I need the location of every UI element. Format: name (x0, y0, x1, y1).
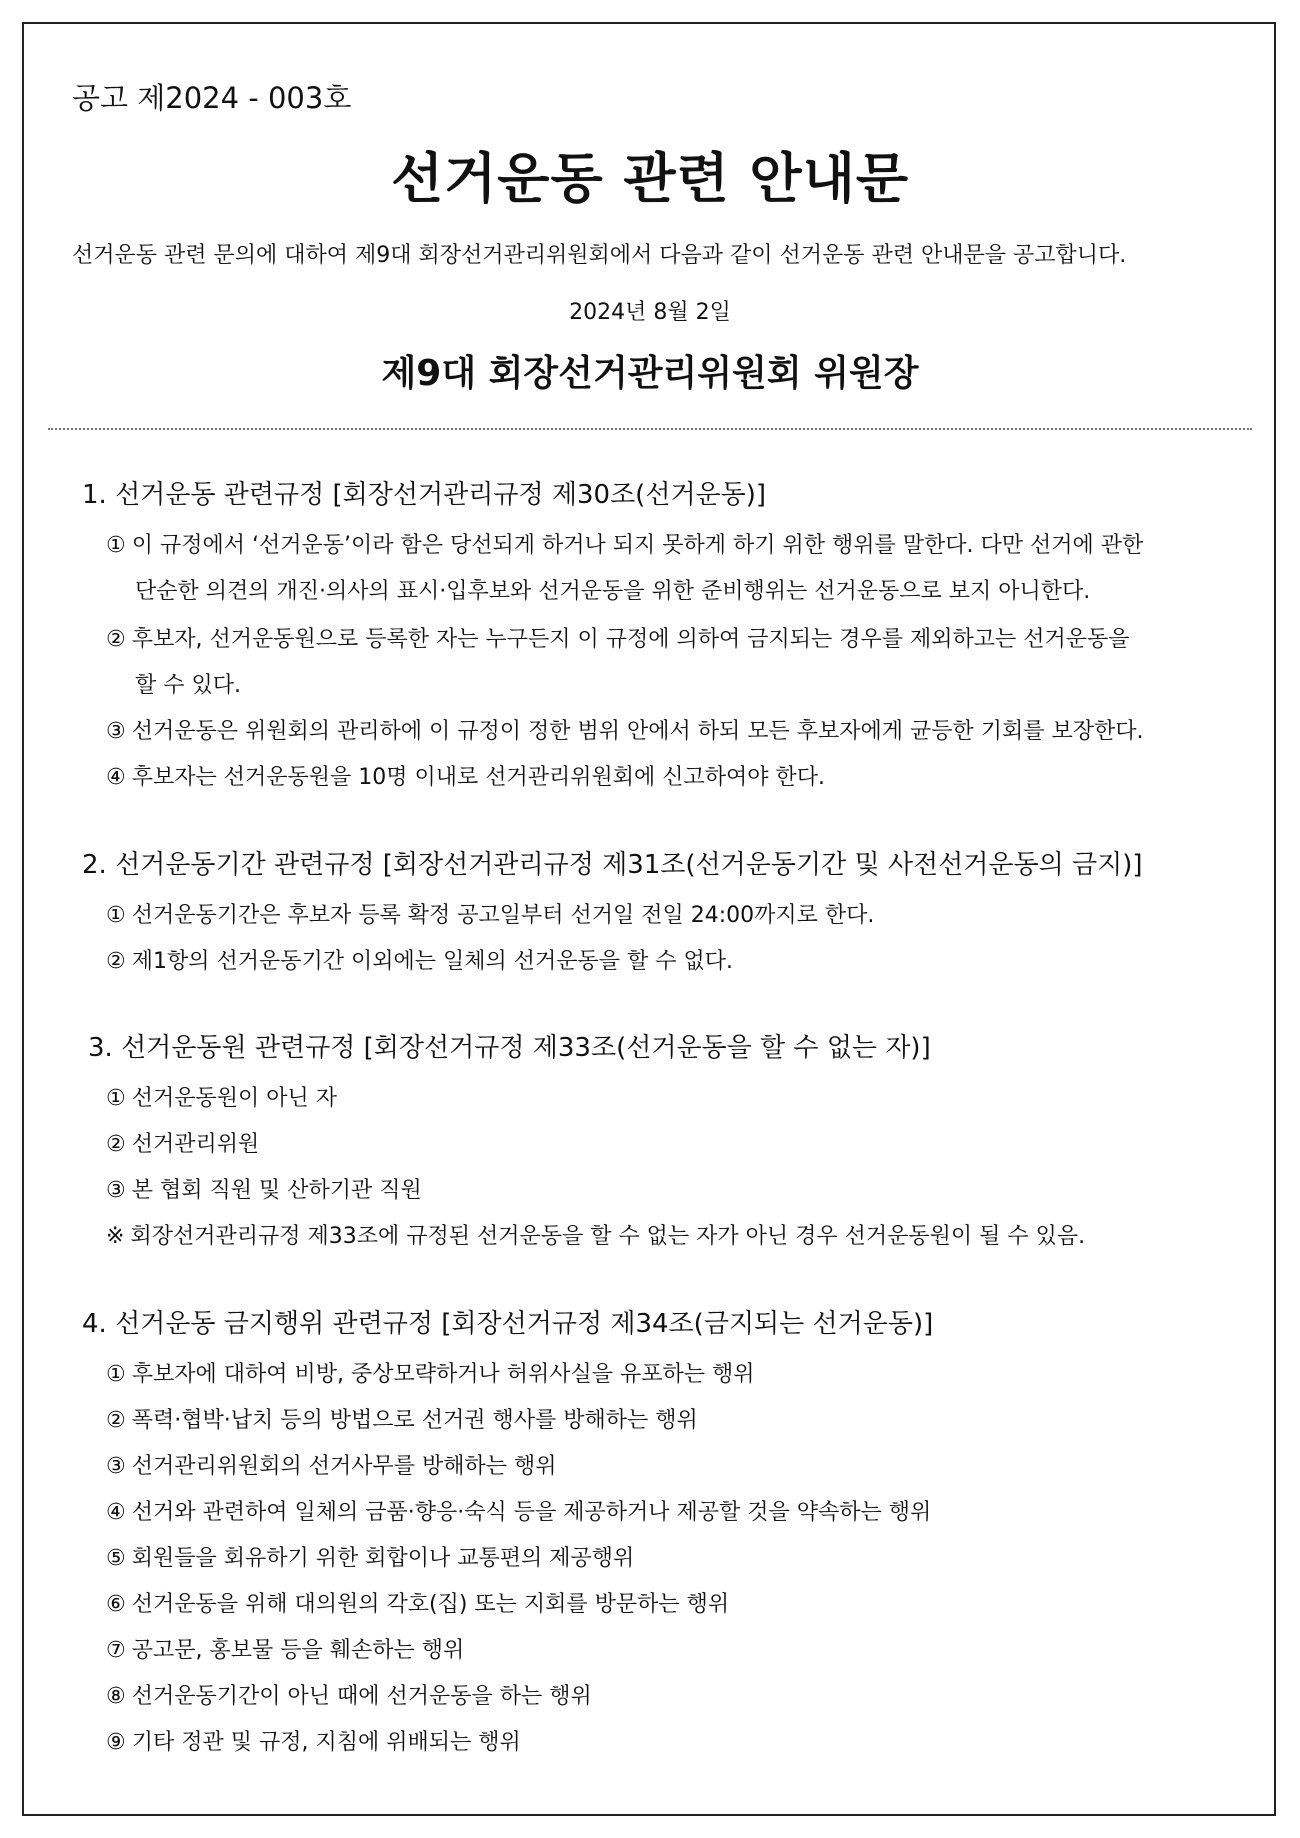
item-text: 선거관리위원 (131, 1132, 260, 1157)
item-marker: ⑥ (106, 1592, 126, 1617)
item-text: 회원들을 회유하기 위한 회합이나 교통편의 제공행위 (131, 1546, 635, 1571)
section-title: 2. 선거운동기간 관련규정 [회장선거관리규정 제31조(선거운동기간 및 사전선거운동의 금지)] (82, 850, 1143, 880)
item-marker: ② (106, 1408, 126, 1433)
item-marker: ② (106, 1132, 126, 1157)
item-marker: ⑤ (106, 1546, 126, 1571)
item-marker: ⑨ (106, 1730, 126, 1755)
item-marker: ⑧ (106, 1684, 126, 1709)
item-text: 선거운동원이 아닌 자 (131, 1086, 337, 1111)
note-item (106, 1219, 1085, 1250)
item-text: 제1항의 선거운동기간 이외에는 일체의 선거운동을 할 수 없다. (131, 949, 733, 974)
item-marker: ① (106, 1086, 126, 1111)
item-text: 후보자는 선거운동원을 10명 이내로 선거관리위원회에 신고하여야 한다. (131, 765, 825, 790)
item-text: 선거와 관련하여 일체의 금품·향응·숙식 등을 제공하거나 제공할 것을 약속하는 행위 (131, 1500, 932, 1525)
section-title: 3. 선거운동원 관련규정 [회장선거규정 제33조(선거운동을 할 수 없는 자)] (88, 1033, 931, 1063)
item-marker: ② (106, 949, 126, 974)
dotted-divider (48, 428, 1252, 430)
item-text: 선거운동은 위원회의 관리하에 이 규정이 정한 범위 안에서 하되 모든 후보자에게 균등한 기회를 보장한다. (131, 719, 1144, 744)
notice-number: 공고 제2024 - 003호 (72, 81, 352, 115)
item-text: 폭력·협박·납치 등의 방법으로 선거권 행사를 방해하는 행위 (131, 1408, 698, 1433)
list-item (106, 1357, 755, 1388)
note-marker: ※ (106, 1224, 125, 1249)
item-marker: ④ (106, 765, 126, 790)
item-text: 회장선거관리규정 제33조에 규정된 선거운동을 할 수 없는 자가 아닌 경우 선거운동원이 될 수 있음. (130, 1224, 1086, 1249)
item-text: 선거관리위원회의 선거사무를 방해하는 행위 (131, 1454, 557, 1479)
list-item (106, 1587, 729, 1618)
item-text: 선거운동기간은 후보자 등록 확정 공고일부터 선거일 전일 24:00까지로 한다. (131, 903, 875, 928)
list-item (106, 622, 1130, 653)
item-marker: ① (106, 903, 126, 928)
list-item (106, 1127, 259, 1158)
item-text: 후보자, 선거운동원으로 등록한 자는 누구든지 이 규정에 의하여 금지되는 경우를 제외하고는 선거운동을 (131, 627, 1130, 652)
item-text: 후보자에 대하여 비방, 중상모략하거나 허위사실을 유포하는 행위 (131, 1362, 755, 1387)
list-item (106, 1081, 337, 1112)
list-item (106, 944, 733, 975)
list-item-continuation (135, 668, 241, 699)
item-text: 선거운동을 위해 대의원의 각호(집) 또는 지회를 방문하는 행위 (131, 1592, 730, 1617)
item-marker: ③ (106, 719, 126, 744)
item-marker: ⑦ (106, 1638, 126, 1663)
issuer-signature: 제9대 회장선거관리위원회 위원장 (381, 353, 919, 394)
list-item (106, 528, 1143, 559)
section-title: 1. 선거운동 관련규정 [회장선거관리규정 제30조(선거운동)] (82, 480, 767, 510)
item-marker: ① (106, 1362, 126, 1387)
item-marker: ③ (106, 1178, 126, 1203)
item-marker: ① (106, 533, 126, 558)
item-text: 할 수 있다. (135, 673, 241, 698)
list-item (106, 760, 825, 791)
list-item (106, 1449, 557, 1480)
item-marker: ② (106, 627, 126, 652)
notice-date: 2024년 8월 2일 (569, 300, 731, 325)
item-text: 공고문, 홍보물 등을 훼손하는 행위 (131, 1638, 465, 1663)
list-item (106, 1633, 464, 1664)
list-item (106, 1173, 422, 1204)
document-title: 선거운동 관련 안내문 (390, 147, 910, 210)
list-item (106, 1541, 634, 1572)
list-item (106, 898, 874, 929)
list-item-continuation (135, 574, 1090, 605)
item-marker: ④ (106, 1500, 126, 1525)
list-item (106, 1495, 931, 1526)
item-text: 본 협회 직원 및 산하기관 직원 (131, 1178, 422, 1203)
list-item (106, 1403, 698, 1434)
list-item (106, 1725, 521, 1756)
section-title: 4. 선거운동 금지행위 관련규정 [회장선거규정 제34조(금지되는 선거운동)] (82, 1309, 934, 1339)
item-text: 단순한 의견의 개진·의사의 표시·입후보와 선거운동을 위한 준비행위는 선거운동으로 보지 아니한다. (135, 579, 1091, 604)
item-text: 이 규정에서 ‘선거운동’이라 함은 당선되게 하거나 되지 못하게 하기 위한 행위를 말한다. 다만 선거에 관한 (131, 533, 1144, 558)
intro-paragraph: 선거운동 관련 문의에 대하여 제9대 회장선거관리위원회에서 다음과 같이 선거운동 관련 안내문을 공고합니다. (72, 243, 1127, 268)
item-marker: ③ (106, 1454, 126, 1479)
list-item (106, 714, 1143, 745)
list-item (106, 1679, 592, 1710)
item-text: 기타 정관 및 규정, 지침에 위배되는 행위 (131, 1730, 521, 1755)
item-text: 선거운동기간이 아닌 때에 선거운동을 하는 행위 (131, 1684, 592, 1709)
